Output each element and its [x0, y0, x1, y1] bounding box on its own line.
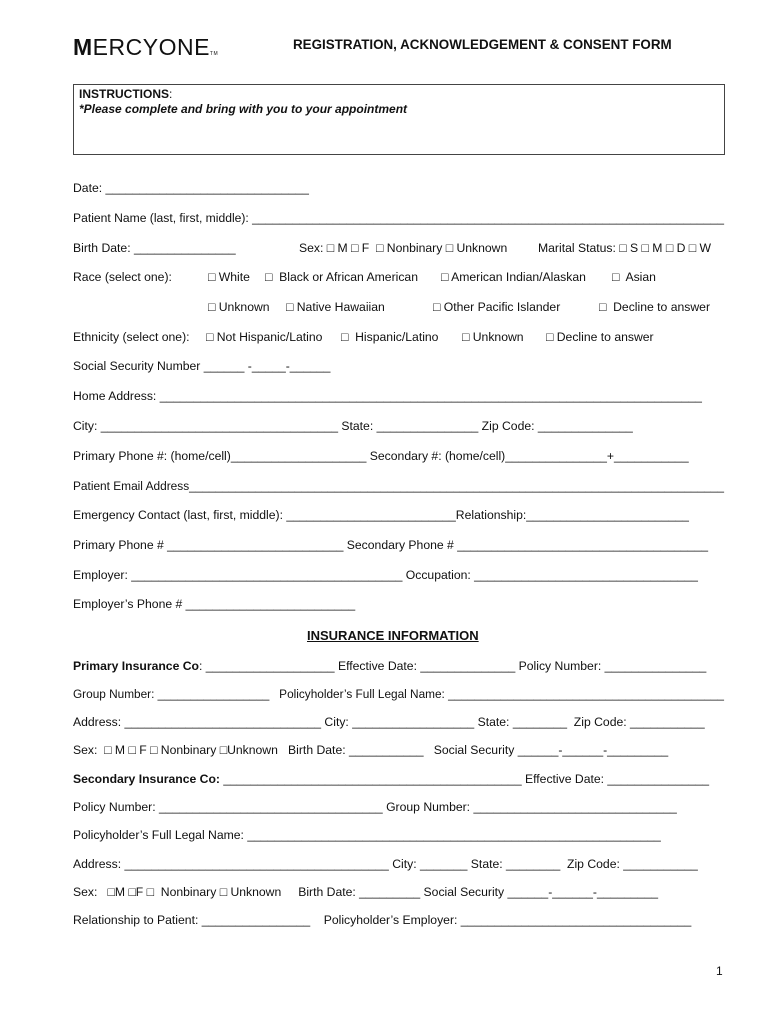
form-title: REGISTRATION, ACKNOWLEDGEMENT & CONSENT FORM: [293, 37, 672, 52]
date-field[interactable]: Date: ______________________________: [73, 181, 309, 195]
ethnicity-hispanic-option[interactable]: □ Hispanic/Latino: [341, 330, 439, 344]
primary-insurance-fields[interactable]: : ___________________ Effective Date: ______________ Policy Number: _______________: [199, 659, 707, 673]
race-pacific-islander-option[interactable]: □ Other Pacific Islander: [433, 300, 561, 314]
ethnicity-decline-option[interactable]: □ Decline to answer: [546, 330, 654, 344]
home-address-field[interactable]: Home Address: ________________________________________________________________________________: [73, 389, 702, 403]
secondary-address-field[interactable]: Address: _______________________________________ City: _______ State: ________ Zip Code: ___________: [73, 857, 698, 871]
emergency-phone-field[interactable]: Primary Phone # __________________________ Secondary Phone # _____________________________________: [73, 538, 709, 552]
city-state-zip-field[interactable]: City: ___________________________________ State: _______________ Zip Code: ______________: [73, 419, 633, 433]
race-white-option[interactable]: □ White: [208, 270, 250, 284]
primary-sex-birth-ssn-field[interactable]: Sex: □ M □ F □ Nonbinary □Unknown Birth Date: ___________ Social Security ______-______-_________: [73, 743, 669, 757]
instructions-body: *Please complete and bring with you to your appointment: [79, 102, 408, 116]
logo-text-ercy: ERCY: [92, 34, 159, 60]
primary-address-field[interactable]: Address: _____________________________ City: __________________ State: ________ Zip Code: ___________: [73, 715, 705, 729]
employer-phone-field[interactable]: Employer’s Phone # _________________________: [73, 597, 356, 611]
primary-phone-field[interactable]: Primary Phone #: (home/cell)____________________ Secondary #: (home/cell)_______________+___________: [73, 449, 689, 463]
primary-insurance-row[interactable]: [73, 660, 706, 672]
emergency-contact-field[interactable]: Emergency Contact (last, first, middle): _________________________Relationship:________________________: [73, 508, 689, 522]
marital-status-options[interactable]: Marital Status: □ S □ M □ D □ W: [538, 241, 712, 255]
group-number-field[interactable]: Group Number: _________________ Policyholder’s Full Legal Name: __________________________________________: [73, 687, 724, 701]
page-number: 1: [716, 964, 723, 978]
logo-letter-m: M: [73, 34, 93, 60]
ethnicity-not-hispanic-option[interactable]: □ Not Hispanic/Latino: [206, 330, 323, 344]
race-american-indian-option[interactable]: □ American Indian/Alaskan: [441, 270, 586, 284]
race-hawaiian-option[interactable]: □ Native Hawaiian: [286, 300, 385, 314]
instructions-heading: INSTRUCTIONS:: [79, 87, 173, 101]
secondary-policy-field[interactable]: Policy Number: _________________________________ Group Number: ______________________________: [73, 800, 677, 814]
race-black-option[interactable]: □ Black or African American: [265, 270, 418, 284]
patient-name-field[interactable]: Patient Name (last, first, middle): ______________________________________________________________________: [73, 211, 724, 225]
ethnicity-label: Ethnicity (select one):: [73, 330, 190, 344]
logo-text-one: ONE: [158, 34, 210, 60]
insurance-section-title: INSURANCE INFORMATION: [307, 628, 479, 643]
primary-insurance-label: Primary Insurance Co: [73, 659, 199, 673]
secondary-insurance-row[interactable]: [73, 773, 709, 785]
ssn-field[interactable]: Social Security Number ______ -_____-______: [73, 359, 331, 373]
race-label: Race (select one):: [73, 270, 172, 284]
secondary-insurance-label: Secondary Insurance Co:: [73, 772, 220, 786]
secondary-holder-field[interactable]: Policyholder’s Full Legal Name: _____________________________________________________________: [73, 828, 661, 842]
birth-date-field[interactable]: Birth Date: _______________: [73, 241, 236, 255]
employer-field[interactable]: Employer: ________________________________________ Occupation: _________________________________: [73, 568, 698, 582]
email-field[interactable]: Patient Email Address_________________________________________________________________________________: [73, 479, 724, 493]
race-unknown-option[interactable]: □ Unknown: [208, 300, 270, 314]
race-asian-option[interactable]: □ Asian: [612, 270, 656, 284]
mercyone-logo: [73, 34, 218, 61]
secondary-insurance-fields[interactable]: ____________________________________________ Effective Date: _______________: [219, 772, 710, 786]
race-decline-option[interactable]: □ Decline to answer: [599, 300, 711, 314]
ethnicity-unknown-option[interactable]: □ Unknown: [462, 330, 524, 344]
relationship-employer-field[interactable]: Relationship to Patient: ________________ Policyholder’s Employer: __________________________________: [73, 913, 692, 927]
logo-trademark: TM: [209, 51, 219, 57]
secondary-sex-birth-ssn-field[interactable]: Sex: □M □F □ Nonbinary □ Unknown Birth Date: _________ Social Security ______-______-_________: [73, 885, 658, 899]
sex-options[interactable]: Sex: □ M □ F □ Nonbinary □ Unknown: [299, 241, 508, 255]
